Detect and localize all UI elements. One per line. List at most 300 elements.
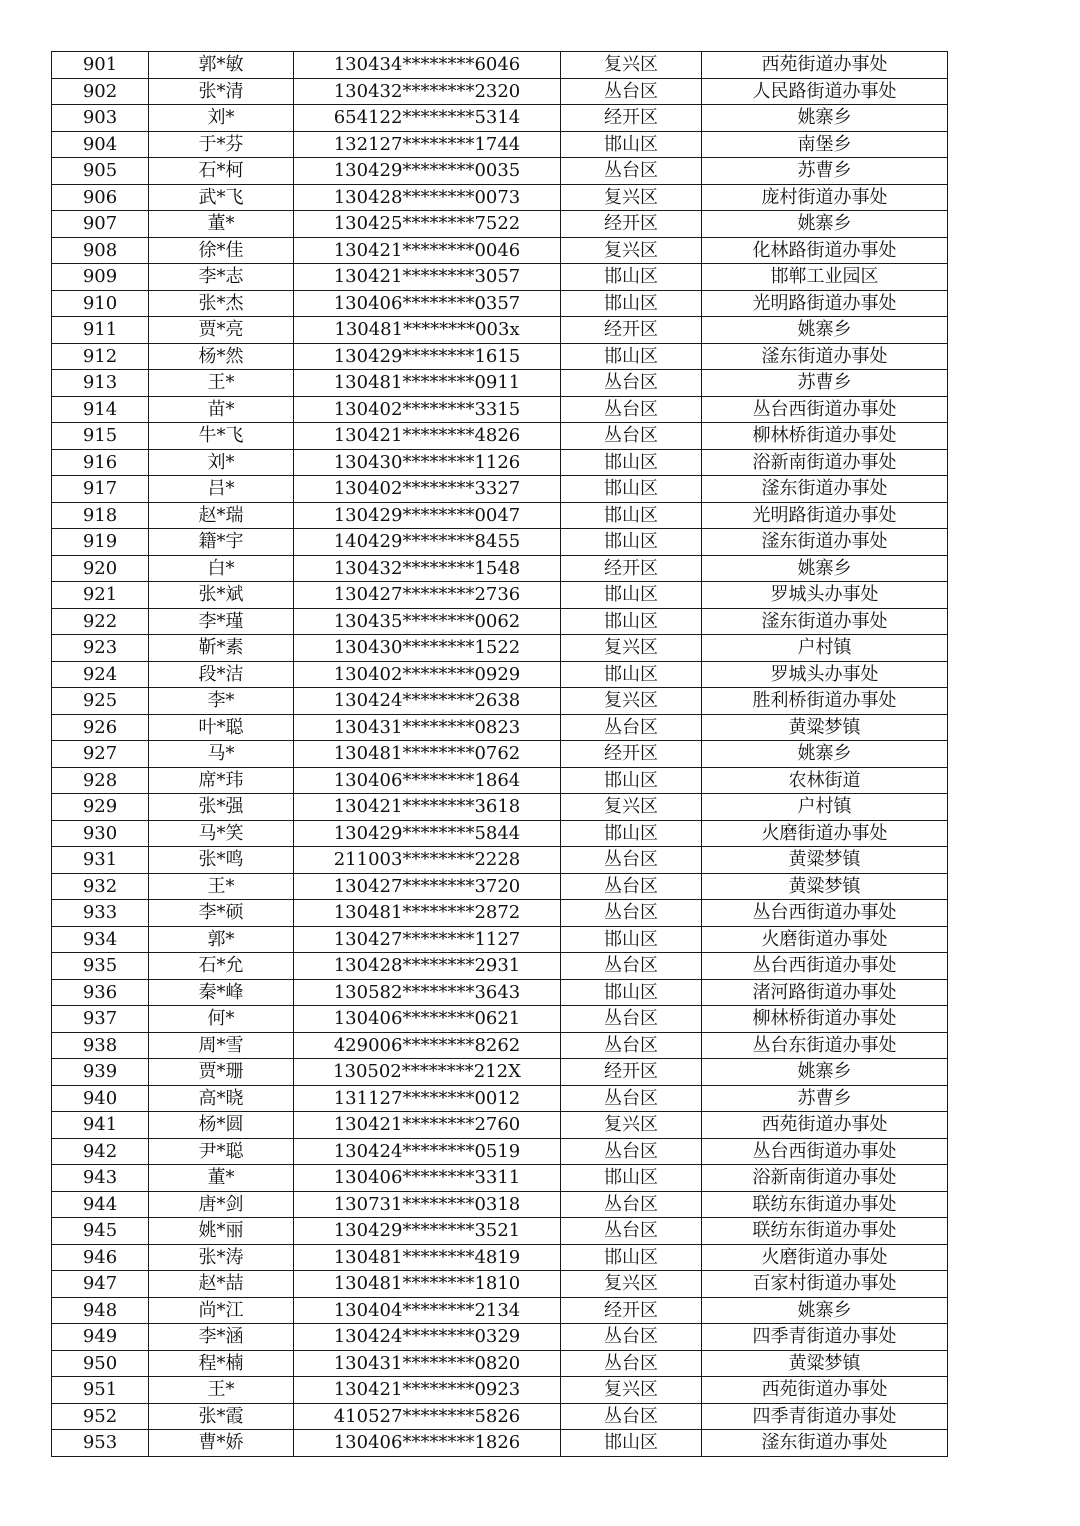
- id-number-cell: 130406********1864: [294, 767, 561, 794]
- table-row: [52, 900, 948, 927]
- subdistrict-cell: 人民路街道办事处: [702, 78, 948, 105]
- district-cell: 复兴区: [561, 1377, 702, 1404]
- table-row: [52, 1324, 948, 1351]
- row-number-cell: 943: [52, 1165, 149, 1192]
- subdistrict-cell: 南堡乡: [702, 131, 948, 158]
- district-cell: 邯山区: [561, 131, 702, 158]
- row-number-cell: 933: [52, 900, 149, 927]
- row-number-cell: 946: [52, 1244, 149, 1271]
- subdistrict-cell: 火磨街道办事处: [702, 820, 948, 847]
- district-cell: 丛台区: [561, 1032, 702, 1059]
- subdistrict-cell: 滏东街道办事处: [702, 529, 948, 556]
- table-row: [52, 873, 948, 900]
- person-name-cell: 刘*: [149, 449, 294, 476]
- district-cell: 邯山区: [561, 661, 702, 688]
- id-number-cell: 130502********212X: [294, 1059, 561, 1086]
- district-cell: 邯山区: [561, 1165, 702, 1192]
- row-number-cell: 907: [52, 211, 149, 238]
- row-number-cell: 939: [52, 1059, 149, 1086]
- person-name-cell: 石*允: [149, 953, 294, 980]
- person-name-cell: 杨*然: [149, 343, 294, 370]
- id-number-cell: 429006********8262: [294, 1032, 561, 1059]
- person-name-cell: 武*飞: [149, 184, 294, 211]
- subdistrict-cell: 丛台西街道办事处: [702, 396, 948, 423]
- row-number-cell: 911: [52, 317, 149, 344]
- id-number-cell: 130582********3643: [294, 979, 561, 1006]
- table-row: [52, 635, 948, 662]
- id-number-cell: 130428********2931: [294, 953, 561, 980]
- person-name-cell: 唐*剑: [149, 1191, 294, 1218]
- district-cell: 经开区: [561, 741, 702, 768]
- district-cell: 经开区: [561, 555, 702, 582]
- table-row: [52, 1297, 948, 1324]
- table-row: [52, 1403, 948, 1430]
- row-number-cell: 905: [52, 158, 149, 185]
- table-row: [52, 237, 948, 264]
- subdistrict-cell: 丛台西街道办事处: [702, 1138, 948, 1165]
- id-number-cell: 130429********3521: [294, 1218, 561, 1245]
- id-number-cell: 130428********0073: [294, 184, 561, 211]
- row-number-cell: 942: [52, 1138, 149, 1165]
- district-cell: 经开区: [561, 105, 702, 132]
- table-row: [52, 449, 948, 476]
- id-number-cell: 130406********0621: [294, 1006, 561, 1033]
- district-cell: 邯山区: [561, 979, 702, 1006]
- table-row: [52, 423, 948, 450]
- row-number-cell: 931: [52, 847, 149, 874]
- table-row: [52, 714, 948, 741]
- id-number-cell: 130435********0062: [294, 608, 561, 635]
- subdistrict-cell: 渚河路街道办事处: [702, 979, 948, 1006]
- id-number-cell: 130424********0329: [294, 1324, 561, 1351]
- person-name-cell: 尹*聪: [149, 1138, 294, 1165]
- person-name-cell: 赵*瑞: [149, 502, 294, 529]
- district-cell: 丛台区: [561, 1085, 702, 1112]
- person-name-cell: 张*霞: [149, 1403, 294, 1430]
- table-row: [52, 290, 948, 317]
- subdistrict-cell: 苏曹乡: [702, 1085, 948, 1112]
- row-number-cell: 903: [52, 105, 149, 132]
- id-number-cell: 130481********003x: [294, 317, 561, 344]
- row-number-cell: 906: [52, 184, 149, 211]
- district-cell: 丛台区: [561, 847, 702, 874]
- subdistrict-cell: 西苑街道办事处: [702, 52, 948, 79]
- row-number-cell: 944: [52, 1191, 149, 1218]
- row-number-cell: 902: [52, 78, 149, 105]
- id-number-cell: 130421********0046: [294, 237, 561, 264]
- district-cell: 复兴区: [561, 794, 702, 821]
- table-row: [52, 953, 948, 980]
- row-number-cell: 916: [52, 449, 149, 476]
- subdistrict-cell: 四季青街道办事处: [702, 1324, 948, 1351]
- table-row: [52, 78, 948, 105]
- person-name-cell: 靳*素: [149, 635, 294, 662]
- person-name-cell: 赵*喆: [149, 1271, 294, 1298]
- person-name-cell: 高*晓: [149, 1085, 294, 1112]
- id-number-cell: 130421********3057: [294, 264, 561, 291]
- district-cell: 丛台区: [561, 78, 702, 105]
- id-number-cell: 130402********0929: [294, 661, 561, 688]
- person-name-cell: 张*清: [149, 78, 294, 105]
- subdistrict-cell: 姚寨乡: [702, 555, 948, 582]
- row-number-cell: 923: [52, 635, 149, 662]
- table-row: [52, 158, 948, 185]
- id-number-cell: 130406********3311: [294, 1165, 561, 1192]
- id-number-cell: 130427********1127: [294, 926, 561, 953]
- subdistrict-cell: 户村镇: [702, 635, 948, 662]
- row-number-cell: 913: [52, 370, 149, 397]
- row-number-cell: 918: [52, 502, 149, 529]
- id-number-cell: 130431********0823: [294, 714, 561, 741]
- subdistrict-cell: 黄粱梦镇: [702, 847, 948, 874]
- id-number-cell: 130402********3327: [294, 476, 561, 503]
- row-number-cell: 925: [52, 688, 149, 715]
- id-number-cell: 130434********6046: [294, 52, 561, 79]
- person-name-cell: 于*芬: [149, 131, 294, 158]
- subdistrict-cell: 化林路街道办事处: [702, 237, 948, 264]
- table-row: [52, 317, 948, 344]
- district-cell: 邯山区: [561, 476, 702, 503]
- table-row: [52, 1430, 948, 1457]
- person-name-cell: 牛*飞: [149, 423, 294, 450]
- table-row: [52, 184, 948, 211]
- id-number-cell: 130427********3720: [294, 873, 561, 900]
- subdistrict-cell: 火磨街道办事处: [702, 1244, 948, 1271]
- person-name-cell: 贾*亮: [149, 317, 294, 344]
- subdistrict-cell: 滏东街道办事处: [702, 476, 948, 503]
- subdistrict-cell: 姚寨乡: [702, 105, 948, 132]
- id-number-cell: 130402********3315: [294, 396, 561, 423]
- id-number-cell: 130406********0357: [294, 290, 561, 317]
- district-cell: 丛台区: [561, 1191, 702, 1218]
- table-row: [52, 1271, 948, 1298]
- district-cell: 复兴区: [561, 1112, 702, 1139]
- row-number-cell: 934: [52, 926, 149, 953]
- person-name-cell: 白*: [149, 555, 294, 582]
- id-number-cell: 130429********1615: [294, 343, 561, 370]
- row-number-cell: 924: [52, 661, 149, 688]
- id-number-cell: 130481********1810: [294, 1271, 561, 1298]
- subdistrict-cell: 光明路街道办事处: [702, 290, 948, 317]
- person-name-cell: 何*: [149, 1006, 294, 1033]
- subdistrict-cell: 罗城头办事处: [702, 582, 948, 609]
- person-name-cell: 李*涵: [149, 1324, 294, 1351]
- table-row: [52, 131, 948, 158]
- person-name-cell: 徐*佳: [149, 237, 294, 264]
- subdistrict-cell: 苏曹乡: [702, 158, 948, 185]
- table-row: [52, 476, 948, 503]
- district-cell: 丛台区: [561, 953, 702, 980]
- row-number-cell: 948: [52, 1297, 149, 1324]
- id-number-cell: 130432********1548: [294, 555, 561, 582]
- id-number-cell: 130404********2134: [294, 1297, 561, 1324]
- table-row: [52, 1085, 948, 1112]
- table-row: [52, 688, 948, 715]
- table-row: [52, 1112, 948, 1139]
- row-number-cell: 953: [52, 1430, 149, 1457]
- district-cell: 丛台区: [561, 1138, 702, 1165]
- person-name-cell: 董*: [149, 1165, 294, 1192]
- subdistrict-cell: 百家村街道办事处: [702, 1271, 948, 1298]
- table-row: [52, 847, 948, 874]
- district-cell: 邯山区: [561, 926, 702, 953]
- id-number-cell: 131127********0012: [294, 1085, 561, 1112]
- district-cell: 丛台区: [561, 900, 702, 927]
- id-number-cell: 130481********4819: [294, 1244, 561, 1271]
- row-number-cell: 936: [52, 979, 149, 1006]
- id-number-cell: 130421********2760: [294, 1112, 561, 1139]
- table-row: [52, 370, 948, 397]
- row-number-cell: 929: [52, 794, 149, 821]
- table-row: [52, 211, 948, 238]
- row-number-cell: 937: [52, 1006, 149, 1033]
- id-number-cell: 130481********2872: [294, 900, 561, 927]
- district-cell: 经开区: [561, 1059, 702, 1086]
- district-cell: 邯山区: [561, 582, 702, 609]
- person-name-cell: 马*笑: [149, 820, 294, 847]
- district-cell: 邯山区: [561, 449, 702, 476]
- district-cell: 邯山区: [561, 290, 702, 317]
- person-name-cell: 李*志: [149, 264, 294, 291]
- subdistrict-cell: 姚寨乡: [702, 741, 948, 768]
- table-row: [52, 820, 948, 847]
- subdistrict-cell: 丛台西街道办事处: [702, 900, 948, 927]
- subdistrict-cell: 黄粱梦镇: [702, 873, 948, 900]
- id-number-cell: 130731********0318: [294, 1191, 561, 1218]
- district-cell: 邯山区: [561, 529, 702, 556]
- subdistrict-cell: 西苑街道办事处: [702, 1377, 948, 1404]
- id-number-cell: 130430********1126: [294, 449, 561, 476]
- subdistrict-cell: 胜利桥街道办事处: [702, 688, 948, 715]
- district-cell: 丛台区: [561, 370, 702, 397]
- table-row: [52, 1059, 948, 1086]
- district-cell: 复兴区: [561, 1271, 702, 1298]
- person-name-cell: 苗*: [149, 396, 294, 423]
- subdistrict-cell: 火磨街道办事处: [702, 926, 948, 953]
- id-number-cell: 130429********0047: [294, 502, 561, 529]
- person-name-cell: 席*玮: [149, 767, 294, 794]
- row-number-cell: 951: [52, 1377, 149, 1404]
- subdistrict-cell: 苏曹乡: [702, 370, 948, 397]
- table-row: [52, 741, 948, 768]
- person-name-cell: 李*瑾: [149, 608, 294, 635]
- district-cell: 丛台区: [561, 158, 702, 185]
- person-name-cell: 叶*聪: [149, 714, 294, 741]
- person-name-cell: 曹*娇: [149, 1430, 294, 1457]
- subdistrict-cell: 邯郸工业园区: [702, 264, 948, 291]
- subdistrict-cell: 联纺东街道办事处: [702, 1191, 948, 1218]
- id-number-cell: 130425********7522: [294, 211, 561, 238]
- row-number-cell: 935: [52, 953, 149, 980]
- row-number-cell: 919: [52, 529, 149, 556]
- table-row: [52, 343, 948, 370]
- person-name-cell: 董*: [149, 211, 294, 238]
- subdistrict-cell: 柳林桥街道办事处: [702, 423, 948, 450]
- id-number-cell: 130481********0911: [294, 370, 561, 397]
- district-cell: 丛台区: [561, 873, 702, 900]
- person-name-cell: 郭*: [149, 926, 294, 953]
- subdistrict-cell: 浴新南街道办事处: [702, 449, 948, 476]
- person-name-cell: 张*鸣: [149, 847, 294, 874]
- table-row: [52, 105, 948, 132]
- id-number-cell: 130431********0820: [294, 1350, 561, 1377]
- person-name-cell: 李*硕: [149, 900, 294, 927]
- id-number-cell: 130427********2736: [294, 582, 561, 609]
- district-cell: 邯山区: [561, 820, 702, 847]
- person-name-cell: 贾*珊: [149, 1059, 294, 1086]
- roster-table: [51, 51, 948, 1457]
- row-number-cell: 949: [52, 1324, 149, 1351]
- district-cell: 丛台区: [561, 423, 702, 450]
- row-number-cell: 917: [52, 476, 149, 503]
- person-name-cell: 王*: [149, 1377, 294, 1404]
- person-name-cell: 王*: [149, 370, 294, 397]
- roster-body: [52, 52, 948, 1457]
- table-row: [52, 1138, 948, 1165]
- row-number-cell: 912: [52, 343, 149, 370]
- row-number-cell: 910: [52, 290, 149, 317]
- person-name-cell: 周*雪: [149, 1032, 294, 1059]
- row-number-cell: 921: [52, 582, 149, 609]
- district-cell: 邯山区: [561, 343, 702, 370]
- table-row: [52, 555, 948, 582]
- district-cell: 邯山区: [561, 502, 702, 529]
- district-cell: 丛台区: [561, 1403, 702, 1430]
- district-cell: 丛台区: [561, 1350, 702, 1377]
- row-number-cell: 938: [52, 1032, 149, 1059]
- subdistrict-cell: 丛台西街道办事处: [702, 953, 948, 980]
- district-cell: 丛台区: [561, 1218, 702, 1245]
- table-row: [52, 396, 948, 423]
- table-row: [52, 794, 948, 821]
- subdistrict-cell: 柳林桥街道办事处: [702, 1006, 948, 1033]
- table-row: [52, 926, 948, 953]
- table-row: [52, 661, 948, 688]
- row-number-cell: 952: [52, 1403, 149, 1430]
- subdistrict-cell: 光明路街道办事处: [702, 502, 948, 529]
- subdistrict-cell: 罗城头办事处: [702, 661, 948, 688]
- subdistrict-cell: 户村镇: [702, 794, 948, 821]
- subdistrict-cell: 黄粱梦镇: [702, 714, 948, 741]
- id-number-cell: 140429********8455: [294, 529, 561, 556]
- district-cell: 复兴区: [561, 184, 702, 211]
- person-name-cell: 马*: [149, 741, 294, 768]
- table-row: [52, 264, 948, 291]
- subdistrict-cell: 黄粱梦镇: [702, 1350, 948, 1377]
- person-name-cell: 杨*圆: [149, 1112, 294, 1139]
- district-cell: 丛台区: [561, 1324, 702, 1351]
- person-name-cell: 李*: [149, 688, 294, 715]
- row-number-cell: 920: [52, 555, 149, 582]
- id-number-cell: 130481********0762: [294, 741, 561, 768]
- subdistrict-cell: 农林街道: [702, 767, 948, 794]
- table-row: [52, 979, 948, 1006]
- table-row: [52, 1006, 948, 1033]
- district-cell: 丛台区: [561, 396, 702, 423]
- row-number-cell: 904: [52, 131, 149, 158]
- subdistrict-cell: 庞村街道办事处: [702, 184, 948, 211]
- id-number-cell: 130424********0519: [294, 1138, 561, 1165]
- table-row: [52, 52, 948, 79]
- person-name-cell: 郭*敏: [149, 52, 294, 79]
- table-row: [52, 608, 948, 635]
- subdistrict-cell: 姚寨乡: [702, 317, 948, 344]
- row-number-cell: 930: [52, 820, 149, 847]
- row-number-cell: 928: [52, 767, 149, 794]
- person-name-cell: 张*杰: [149, 290, 294, 317]
- district-cell: 邯山区: [561, 1244, 702, 1271]
- district-cell: 邯山区: [561, 1430, 702, 1457]
- id-number-cell: 130421********3618: [294, 794, 561, 821]
- subdistrict-cell: 丛台东街道办事处: [702, 1032, 948, 1059]
- table-row: [52, 1191, 948, 1218]
- id-number-cell: 654122********5314: [294, 105, 561, 132]
- table-row: [52, 1218, 948, 1245]
- row-number-cell: 915: [52, 423, 149, 450]
- person-name-cell: 张*强: [149, 794, 294, 821]
- district-cell: 复兴区: [561, 688, 702, 715]
- person-name-cell: 秦*峰: [149, 979, 294, 1006]
- table-row: [52, 529, 948, 556]
- id-number-cell: 130421********0923: [294, 1377, 561, 1404]
- table-row: [52, 1244, 948, 1271]
- row-number-cell: 922: [52, 608, 149, 635]
- row-number-cell: 901: [52, 52, 149, 79]
- subdistrict-cell: 滏东街道办事处: [702, 608, 948, 635]
- person-name-cell: 籍*宇: [149, 529, 294, 556]
- person-name-cell: 姚*丽: [149, 1218, 294, 1245]
- id-number-cell: 130406********1826: [294, 1430, 561, 1457]
- row-number-cell: 926: [52, 714, 149, 741]
- district-cell: 邯山区: [561, 767, 702, 794]
- district-cell: 经开区: [561, 1297, 702, 1324]
- id-number-cell: 130429********5844: [294, 820, 561, 847]
- subdistrict-cell: 姚寨乡: [702, 1059, 948, 1086]
- row-number-cell: 950: [52, 1350, 149, 1377]
- district-cell: 复兴区: [561, 237, 702, 264]
- district-cell: 经开区: [561, 211, 702, 238]
- subdistrict-cell: 联纺东街道办事处: [702, 1218, 948, 1245]
- person-name-cell: 张*斌: [149, 582, 294, 609]
- subdistrict-cell: 浴新南街道办事处: [702, 1165, 948, 1192]
- row-number-cell: 927: [52, 741, 149, 768]
- id-number-cell: 130432********2320: [294, 78, 561, 105]
- district-cell: 经开区: [561, 317, 702, 344]
- id-number-cell: 410527********5826: [294, 1403, 561, 1430]
- subdistrict-cell: 西苑街道办事处: [702, 1112, 948, 1139]
- row-number-cell: 945: [52, 1218, 149, 1245]
- table-row: [52, 767, 948, 794]
- subdistrict-cell: 滏东街道办事处: [702, 1430, 948, 1457]
- district-cell: 邯山区: [561, 264, 702, 291]
- person-name-cell: 段*洁: [149, 661, 294, 688]
- subdistrict-cell: 姚寨乡: [702, 1297, 948, 1324]
- id-number-cell: 130429********0035: [294, 158, 561, 185]
- person-name-cell: 张*涛: [149, 1244, 294, 1271]
- person-name-cell: 石*柯: [149, 158, 294, 185]
- district-cell: 丛台区: [561, 714, 702, 741]
- id-number-cell: 132127********1744: [294, 131, 561, 158]
- id-number-cell: 130421********4826: [294, 423, 561, 450]
- id-number-cell: 130424********2638: [294, 688, 561, 715]
- table-row: [52, 502, 948, 529]
- row-number-cell: 914: [52, 396, 149, 423]
- district-cell: 复兴区: [561, 635, 702, 662]
- subdistrict-cell: 滏东街道办事处: [702, 343, 948, 370]
- person-name-cell: 程*楠: [149, 1350, 294, 1377]
- row-number-cell: 940: [52, 1085, 149, 1112]
- person-name-cell: 吕*: [149, 476, 294, 503]
